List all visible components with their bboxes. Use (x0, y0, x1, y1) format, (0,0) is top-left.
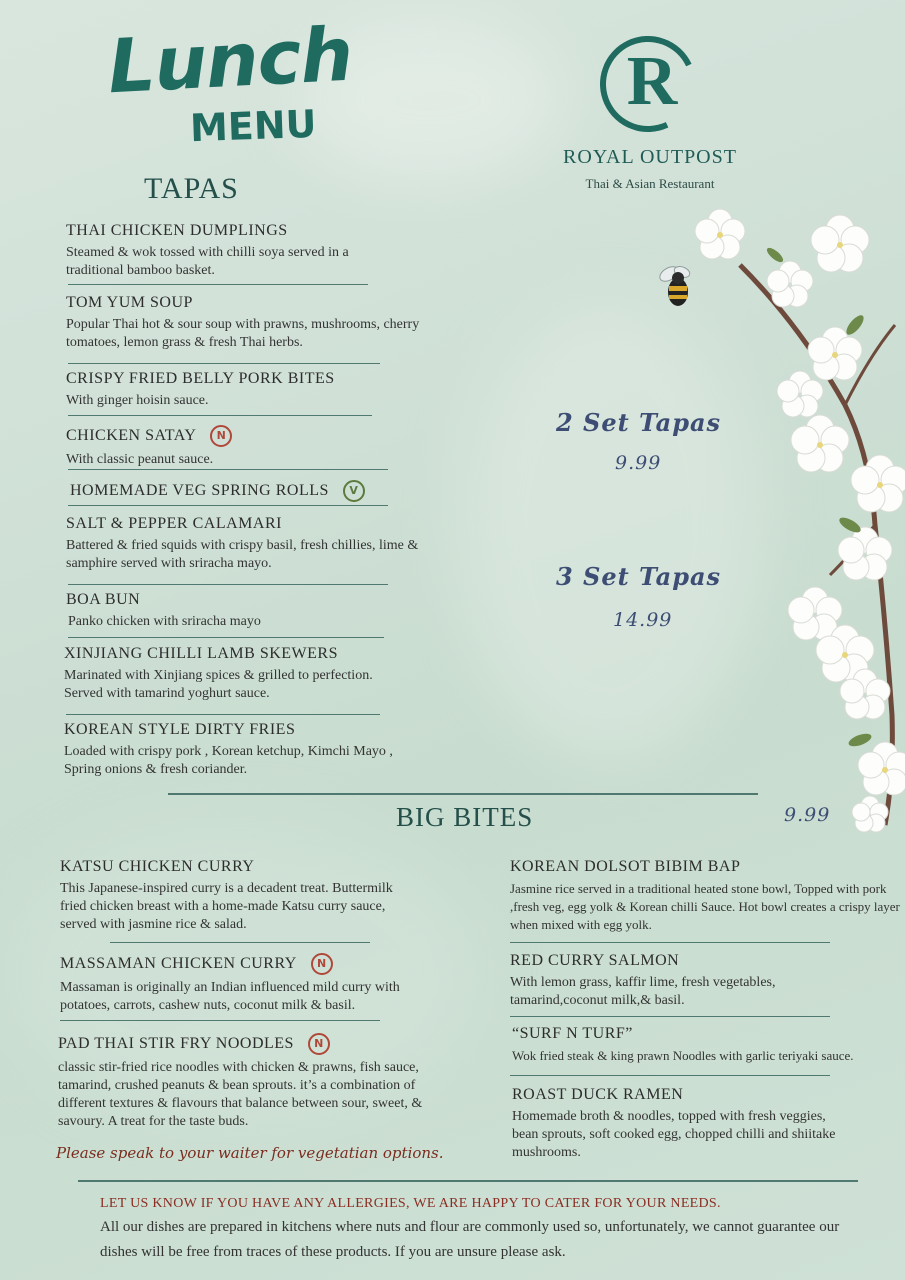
item-name-text: HOMEMADE VEG SPRING ROLLS (70, 482, 329, 499)
menu-item (66, 370, 446, 410)
set-2-tapas-label: 2 Set Tapas (556, 408, 722, 437)
divider (68, 584, 388, 585)
menu-item (64, 721, 444, 779)
divider (510, 1075, 830, 1076)
nut-badge-icon: N (311, 953, 333, 975)
item-name: “SURF N TURF” (512, 1025, 633, 1042)
item-desc: Homemade broth & noodles, topped with fresh veggies, bean sprouts, soft cooked egg, chopped chilli and shiitake mushrooms. (512, 1109, 836, 1160)
brand-name: ROYAL OUTPOST (563, 146, 737, 168)
divider (66, 714, 380, 715)
item-desc: Panko chicken with sriracha mayo (68, 614, 261, 629)
nut-badge-icon: N (308, 1033, 330, 1055)
item-desc: Jasmine rice served in a traditional heated stone bowl, Topped with pork ,fresh veg, egg yolk & Korean chilli Sauce. Hot bowl creates a crispy layer when mixed with egg yolk. (510, 881, 900, 932)
divider (510, 942, 830, 943)
divider (110, 942, 370, 943)
item-name: XINJIANG CHILLI LAMB SKEWERS (64, 645, 338, 662)
divider (68, 284, 368, 285)
item-desc: This Japanese-inspired curry is a decadent treat. Buttermilk fried chicken breast with a home-made Katsu curry sauce, served with jasmine rice & salad. (60, 881, 393, 932)
menu-item (66, 591, 446, 631)
item-name: THAI CHICKEN DUMPLINGS (66, 222, 288, 239)
menu-item (70, 480, 450, 502)
item-name: KOREAN DOLSOT BIBIM BAP (510, 858, 741, 875)
item-desc: Marinated with Xinjiang spices & grilled to perfection. Served with tamarind yoghurt sauce. (64, 668, 373, 701)
divider (68, 415, 372, 416)
brand-subtitle: Thai & Asian Restaurant (585, 176, 715, 191)
menu-item (66, 425, 446, 469)
big-bites-price: 9.99 (784, 804, 831, 826)
allergy-notice-title: LET US KNOW IF YOU HAVE ANY ALLERGIES, WE ARE HAPPY TO CATER FOR YOUR NEEDS. (100, 1196, 721, 1211)
menu-item (510, 952, 890, 1010)
item-name-text: CHICKEN SATAY (66, 427, 197, 444)
section-divider (168, 793, 758, 795)
menu-item (512, 1025, 902, 1065)
nut-badge-icon: N (210, 425, 232, 447)
menu-title-menu: MENU (189, 101, 318, 151)
item-desc: Wok fried steak & king prawn Noodles with garlic teriyaki sauce. (512, 1048, 854, 1063)
vegetarian-badge-icon: V (343, 480, 365, 502)
item-name: CRISPY FRIED BELLY PORK BITES (66, 370, 335, 387)
item-name: SALT & PEPPER CALAMARI (66, 515, 282, 532)
logo-letter: R (626, 43, 678, 120)
item-name (58, 1033, 438, 1055)
menu-item (64, 645, 444, 703)
item-name: KATSU CHICKEN CURRY (60, 858, 255, 875)
item-desc: Steamed & wok tossed with chilli soya served in a traditional bamboo basket. (66, 245, 349, 278)
divider (68, 469, 388, 470)
vegetarian-options-note: Please speak to your waiter for vegetatian options. (56, 1144, 444, 1162)
item-name: RED CURRY SALMON (510, 952, 680, 969)
item-desc: Loaded with crispy pork , Korean ketchup, Kimchi Mayo , Spring onions & fresh coriander. (64, 744, 393, 777)
item-name: BOA BUN (66, 591, 141, 608)
item-desc: Battered & fried squids with crispy basil, fresh chillies, lime & samphire served with sriracha mayo. (66, 538, 419, 571)
menu-title-lunch: Lunch (105, 11, 355, 111)
item-name: ROAST DUCK RAMEN (512, 1086, 684, 1103)
tapas-heading: TAPAS (144, 172, 239, 205)
divider (68, 505, 388, 506)
set-2-tapas-price: 9.99 (615, 452, 662, 474)
big-bites-heading: BIG BITES (396, 802, 534, 832)
divider (68, 363, 380, 364)
item-name (60, 953, 445, 975)
menu-item (510, 858, 905, 934)
footer-divider (78, 1180, 858, 1182)
set-3-tapas-price: 14.99 (613, 609, 673, 631)
item-desc: Massaman is originally an Indian influenced mild curry with potatoes, carrots, cashew nuts, coconut milk & basil. (60, 980, 400, 1013)
item-desc: With lemon grass, kaffir lime, fresh vegetables, tamarind,coconut milk,& basil. (510, 975, 776, 1008)
menu-item (58, 1033, 438, 1131)
item-desc: classic stir-fried rice noodles with chicken & prawns, fish sauce, tamarind, crushed peanuts & bean sprouts. it’s a combination of different textures & flavours that balance between sour, sweet, & savoury. A treat for the taste buds. (58, 1060, 423, 1129)
item-name: TOM YUM SOUP (66, 294, 193, 311)
item-desc: With ginger hoisin sauce. (66, 393, 209, 408)
item-name (70, 480, 450, 502)
allergy-notice-text: All our dishes are prepared in kitchens where nuts and flour are commonly used so, unfortunately, we cannot guarantee our dishes will be free from traces of these products. If you are unsure please ask. (100, 1219, 840, 1260)
item-name-text: MASSAMAN CHICKEN CURRY (60, 955, 297, 972)
item-name-text: PAD THAI STIR FRY NOODLES (58, 1035, 294, 1052)
item-desc: Popular Thai hot & sour soup with prawns, mushrooms, cherry tomatoes, lemon grass & fresh Thai herbs. (66, 317, 420, 350)
set-3-tapas-label: 3 Set Tapas (556, 562, 722, 591)
item-name (66, 425, 446, 447)
menu-item (66, 294, 446, 352)
cherry-blossom-branch-icon (680, 195, 905, 835)
divider (510, 1016, 830, 1017)
menu-item (60, 953, 445, 1015)
menu-item (60, 858, 430, 934)
item-name: KOREAN STYLE DIRTY FRIES (64, 721, 296, 738)
menu-item (512, 1086, 872, 1162)
divider (60, 1020, 380, 1021)
menu-item (66, 515, 446, 573)
menu-item (66, 222, 396, 280)
item-desc: With classic peanut sauce. (66, 452, 214, 467)
divider (68, 637, 384, 638)
